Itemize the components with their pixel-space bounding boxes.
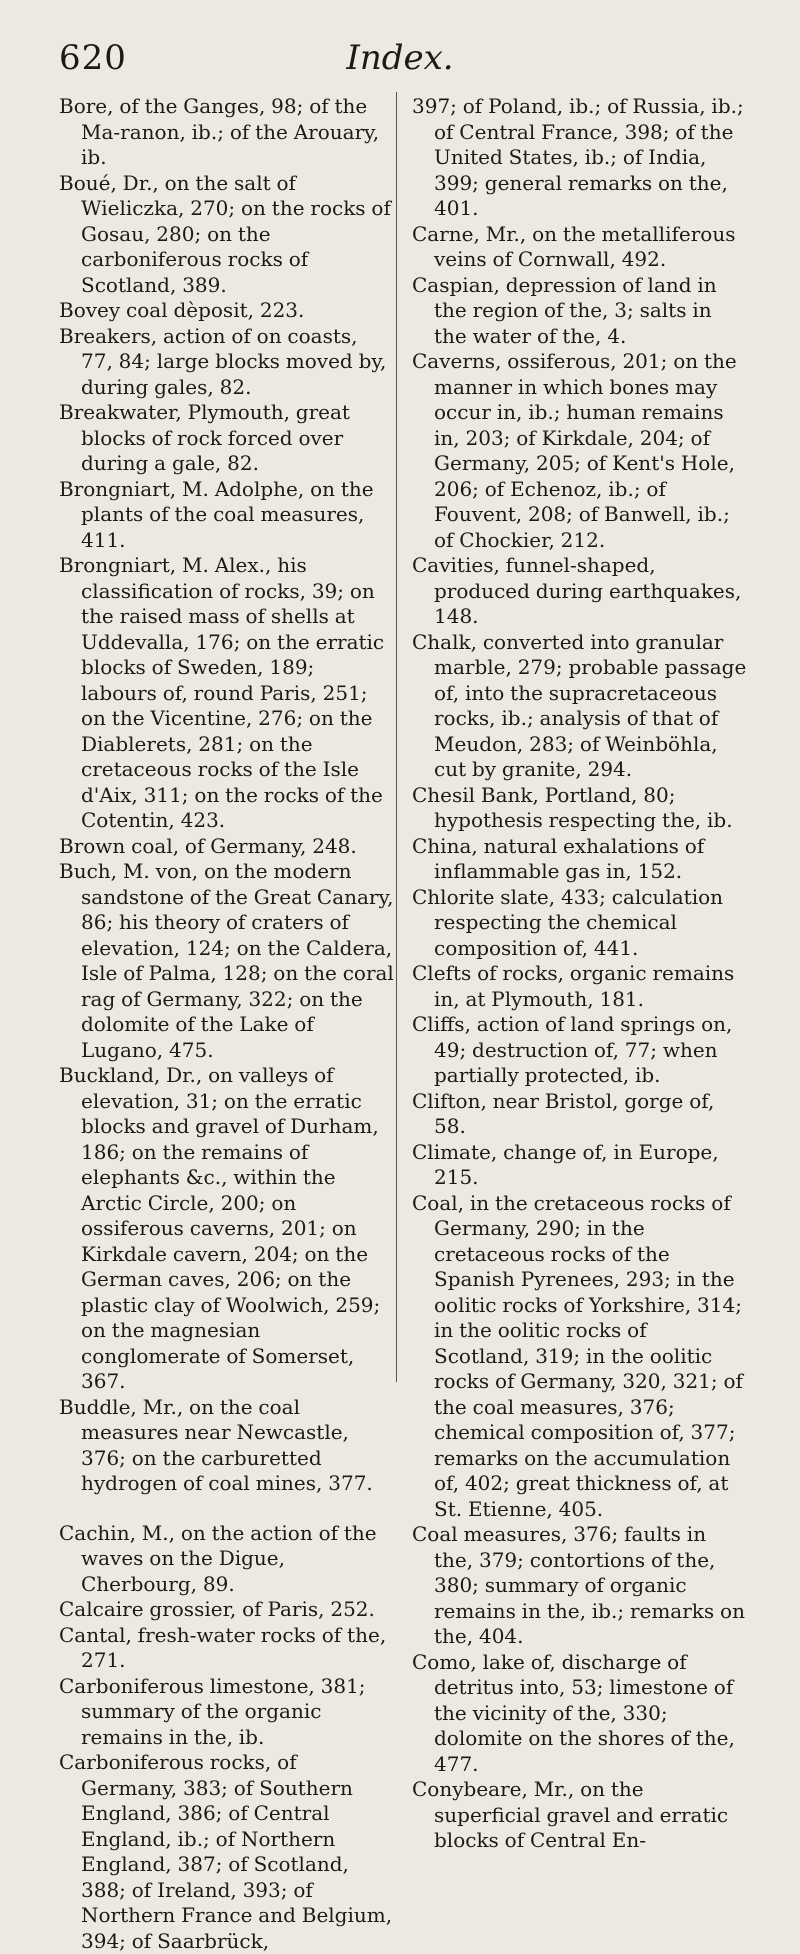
index-entry: Calcaire grossier, of Paris, 252. bbox=[59, 1597, 375, 1621]
index-entry: Breakwater, Plymouth, great blocks of rock forced over during a gale, 82. bbox=[59, 400, 350, 475]
index-entry: Brongniart, M. Adolphe, on the plants of the coal measures, 411. bbox=[59, 476, 374, 552]
index-entry: Caverns, ossiferous, 201; on the manner in which bones may occur in, ib.; human remains in, 203; of Kirkdale, 204; of Germany, 205; of Kent's Hole, 206; of Echenoz, ib.; of Fouvent, 208; of Banwell, ib.; of Chockier, 212. bbox=[412, 349, 737, 552]
right-column bbox=[412, 94, 747, 1854]
index-entry: Caspian, depression of land in the region of the, 3; salts in the water of the, 4. bbox=[412, 272, 717, 348]
index-entry: Cantal, fresh-water rocks of the, 271. bbox=[59, 1622, 387, 1672]
left-column bbox=[59, 94, 394, 1954]
running-title: Index. bbox=[346, 38, 454, 78]
index-entry: Carboniferous limestone, 381; summary of the organic remains in the, ib. bbox=[59, 1673, 366, 1749]
index-entry: Chesil Bank, Portland, 80; hypothesis respecting the, ib. bbox=[412, 782, 733, 832]
index-entry: Clefts of rocks, organic remains in, at Plymouth, 181. bbox=[412, 961, 735, 1011]
index-entry: Coal measures, 376; faults in the, 379; contortions of the, 380; summary of organic remains in the, ib.; remarks on the, 404. bbox=[412, 1522, 745, 1648]
index-entry: Buckland, Dr., on valleys of elevation, 31; on the erratic blocks and gravel of Durham, 186; on the remains of elephants &c., within the Arctic Circle, 200; on ossiferous caverns, 201; on Kirkdale cavern, 204; on the German caves, 206; on the plastic clay of Woolwich, 259; on the magnesian conglomerate of Somerset, 367. bbox=[59, 1063, 381, 1393]
index-entry: Carne, Mr., on the metalliferous veins of Cornwall, 492. bbox=[412, 221, 736, 271]
index-entry: Buddle, Mr., on the coal measures near Newcastle, 376; on the carburetted hydrogen of coal mines, 377. bbox=[59, 1394, 373, 1495]
index-entry: Cliffs, action of land springs on, 49; destruction of, 77; when partially protected, ib. bbox=[412, 1012, 733, 1087]
index-entry: Carboniferous rocks, of Germany, 383; of Southern England, 386; of Central England, ib.; of Northern England, 387; of Scotland, 388; of Ireland, 393; of Northern France and Belgium, 394; of Saarbrück, bbox=[59, 1750, 393, 1953]
index-entry: Boué, Dr., on the salt of Wieliczka, 270; on the rocks of Gosau, 280; on the carboniferous rocks of Scotland, 389. bbox=[59, 170, 391, 297]
index-entry: Bovey coal dèposit, 223. bbox=[59, 298, 305, 322]
index-entry: Brongniart, M. Alex., his classification of rocks, 39; on the raised mass of shells at Uddevalla, 176; on the erratic blocks of Sweden, 189; labours of, round Paris, 251; on the Vicentine, 276; on the Diablerets, 281; on the cretaceous rocks of the Isle d'Aix, 311; on the rocks of the Cotentin, 423. bbox=[59, 553, 385, 832]
index-entry: China, natural exhalations of inflammable gas in, 152. bbox=[412, 833, 705, 883]
index-entry: Coal, in the cretaceous rocks of Germany, 290; in the cretaceous rocks of the Spanish Pyrenees, 293; in the oolitic rocks of Yorkshire, 314; in the oolitic rocks of Scotland, 319; in the oolitic rocks of Germany, 320, 321; of the coal measures, 376; chemical composition of, 377; remarks on the accumulation of, 402; great thickness of, at St. Etienne, 405. bbox=[412, 1190, 743, 1521]
index-entry: Clifton, near Bristol, gorge of, 58. bbox=[412, 1088, 715, 1138]
index-entry: Cachin, M., on the action of the waves on the Digue, Cherbourg, 89. bbox=[59, 1520, 377, 1596]
index-entry: Buch, M. von, on the modern sandstone of the Great Canary, 86; his theory of craters of elevation, 124; on the Caldera, Isle of Palma, 128; on the coral rag of Germany, 322; on the dolomite of the Lake of Lugano, 475. bbox=[59, 859, 394, 1062]
index-entry: Bore, of the Ganges, 98; of the Ma-ranon, ib.; of the Arouary, ib. bbox=[59, 94, 380, 169]
index-entry: Chalk, converted into granular marble, 279; probable passage of, into the supracretaceous rocks, ib.; analysis of that of Meudon, 283; of Weinböhla, cut by granite, 294. bbox=[412, 629, 747, 781]
index-entry: Brown coal, of Germany, 248. bbox=[59, 833, 357, 858]
index-entry: Climate, change of, in Europe, 215. bbox=[412, 1139, 719, 1189]
index-entry: Como, lake of, discharge of detritus into, 53; limestone of the vicinity of the, 330; dolomite on the shores of the, 477. bbox=[412, 1649, 735, 1776]
index-entry: Breakers, action of on coasts, 77, 84; large blocks moved by, during gales, 82. bbox=[59, 323, 387, 399]
index-entry: Chlorite slate, 433; calculation respecting the chemical composition of, 441. bbox=[412, 884, 724, 960]
index-entry: Cavities, funnel-shaped, produced during earthquakes, 148. bbox=[412, 553, 742, 628]
page-header bbox=[0, 38, 800, 98]
column-divider bbox=[396, 92, 397, 1382]
index-entry: Conybeare, Mr., on the superficial gravel and erratic blocks of Central En- bbox=[412, 1777, 729, 1852]
page-number: 620 bbox=[59, 38, 127, 78]
index-entry: 397; of Poland, ib.; of Russia, ib.; of Central France, 398; of the United States, ib.; of India, 399; general remarks on the, 401. bbox=[412, 94, 744, 220]
